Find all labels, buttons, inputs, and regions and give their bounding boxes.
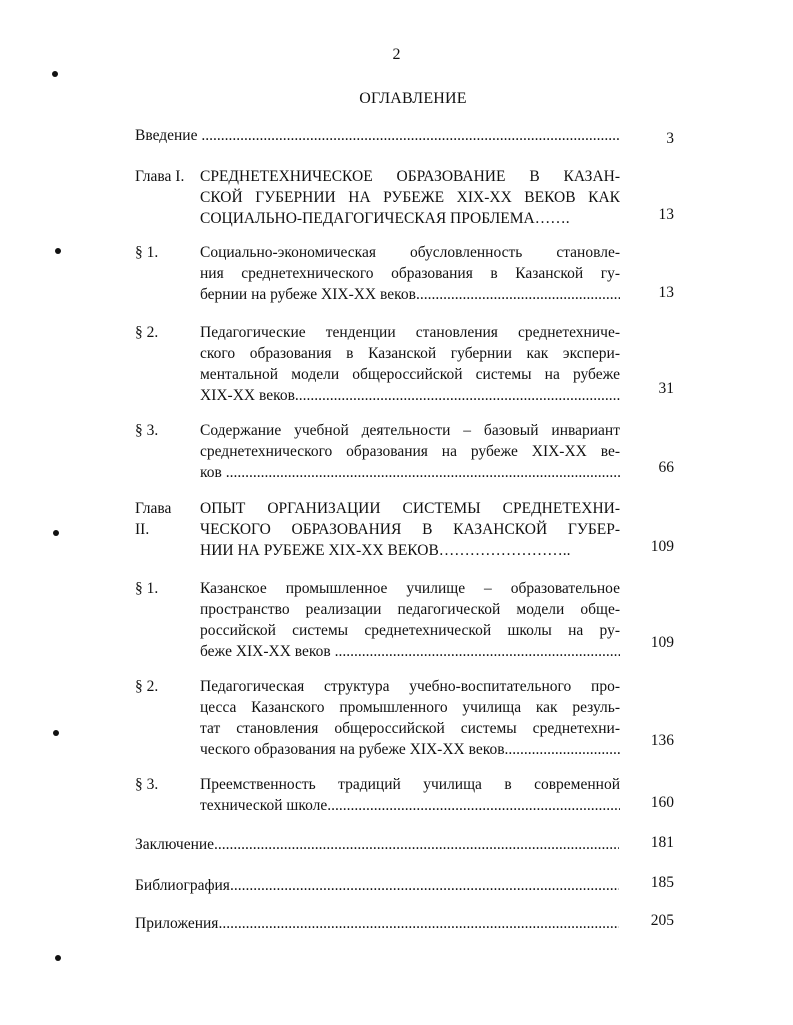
section-line: ментальной модели общероссийской системы на рубеже (200, 366, 620, 383)
section-label: § 2. (135, 678, 159, 695)
chapter-label-line: II. (135, 521, 150, 538)
section-line: бернии на рубеже XIX-XX веков (200, 286, 416, 303)
toc-entry-ch1-section-2[interactable] (200, 322, 620, 406)
toc-entry-chapter-2[interactable] (200, 498, 620, 561)
page-ref: 66 (658, 459, 674, 476)
page-ref: 185 (650, 874, 674, 891)
page-ref: 109 (650, 538, 674, 555)
page-ref: 181 (650, 834, 674, 851)
section-line: пространство реализации педагогической модели обще- (200, 601, 620, 618)
section-line: технической школе (200, 797, 328, 814)
entry-label: Библиография (135, 877, 230, 894)
chapter-title-line: СРЕДНЕТЕХНИЧЕСКОЕ ОБРАЗОВАНИЕ В КАЗАН- (200, 168, 620, 185)
margin-dot (53, 530, 59, 536)
toc-entry-ch2-section-3[interactable] (200, 774, 620, 816)
section-line: Социально-экономическая обусловленность становле- (200, 244, 620, 261)
page-ref: 31 (658, 380, 674, 397)
chapter-title-line: ОПЫТ ОРГАНИЗАЦИИ СИСТЕМЫ СРЕДНЕТЕХНИ- (200, 500, 620, 517)
margin-dot (55, 955, 61, 961)
page-number: 2 (392, 46, 401, 63)
toc-entry-conclusion[interactable] (135, 834, 619, 855)
chapter-title-line: СОЦИАЛЬНО-ПЕДАГОГИЧЕСКАЯ ПРОБЛЕМА……. (200, 210, 570, 227)
chapter-label (135, 498, 195, 540)
toc-title: ОГЛАВЛЕНИЕ (359, 90, 467, 107)
chapter-title-line: СКОЙ ГУБЕРНИИ НА РУБЕЖЕ XIX-XX ВЕКОВ КАК (200, 189, 620, 206)
toc-entry-bibliography[interactable] (135, 875, 619, 896)
section-line: Педагогические тенденции становления среднетехниче- (200, 324, 620, 341)
page-ref: 205 (650, 912, 674, 929)
section-label: § 1. (135, 244, 159, 261)
margin-dot (52, 71, 58, 77)
chapter-label: Глава I. (135, 168, 185, 185)
margin-dot (53, 730, 59, 736)
page-ref: 13 (658, 284, 674, 301)
toc-entry-ch1-section-1[interactable] (200, 242, 620, 305)
section-label: § 2. (135, 324, 159, 341)
section-line: цесса Казанского промышленного училища как резуль- (200, 699, 620, 716)
section-line: ния среднетехнического образования в Казанской гу- (200, 265, 620, 282)
toc-entry-ch1-section-3[interactable] (200, 420, 620, 483)
toc-entry-ch2-section-1[interactable] (200, 578, 620, 662)
section-line: российской системы среднетехнической школы на ру- (200, 622, 620, 639)
toc-entry-introduction[interactable] (135, 125, 619, 146)
section-line: ков (200, 464, 222, 481)
toc-entry-chapter-1[interactable] (200, 166, 620, 229)
page-ref: 109 (650, 634, 674, 651)
toc-entry-ch2-section-2[interactable] (200, 676, 620, 760)
toc-entry-appendices[interactable] (135, 913, 619, 934)
chapter-label-line: Глава (135, 500, 172, 517)
section-label: § 3. (135, 422, 159, 439)
section-line: Содержание учебной деятельности – базовый инвариант (200, 422, 620, 439)
page-ref: 13 (658, 206, 674, 223)
chapter-title-line: ЧЕСКОГО ОБРАЗОВАНИЯ В КАЗАНСКОЙ ГУБЕР- (200, 521, 620, 538)
entry-label: Заключение (135, 836, 215, 853)
page-ref: 160 (650, 794, 674, 811)
entry-label: Введение (135, 127, 198, 144)
section-line: ского образования в Казанской губернии как экспери- (200, 345, 620, 362)
chapter-title-line: НИИ НА РУБЕЖЕ XIX-XX ВЕКОВ…………………….. (200, 542, 571, 559)
section-line: тат становления общероссийской системы среднетехни- (200, 720, 620, 737)
section-label: § 1. (135, 580, 159, 597)
section-line: беже XIX-XX веков (200, 643, 331, 660)
section-line: Казанское промышленное училище – образовательное (200, 580, 620, 597)
page-ref: 3 (666, 130, 674, 147)
margin-dot (55, 248, 61, 254)
section-line: Преемственность традиций училища в современной (200, 776, 620, 793)
section-line: XIX-XX веков (200, 387, 295, 404)
page-ref: 136 (650, 732, 674, 749)
section-line: ческого образования на рубеже XIX-XX веков (200, 741, 505, 758)
section-label: § 3. (135, 776, 159, 793)
section-line: Педагогическая структура учебно-воспитательного про- (200, 678, 620, 695)
entry-label: Приложения (135, 915, 219, 932)
section-line: среднетехнического образования на рубеже XIX-XX ве- (200, 443, 620, 460)
